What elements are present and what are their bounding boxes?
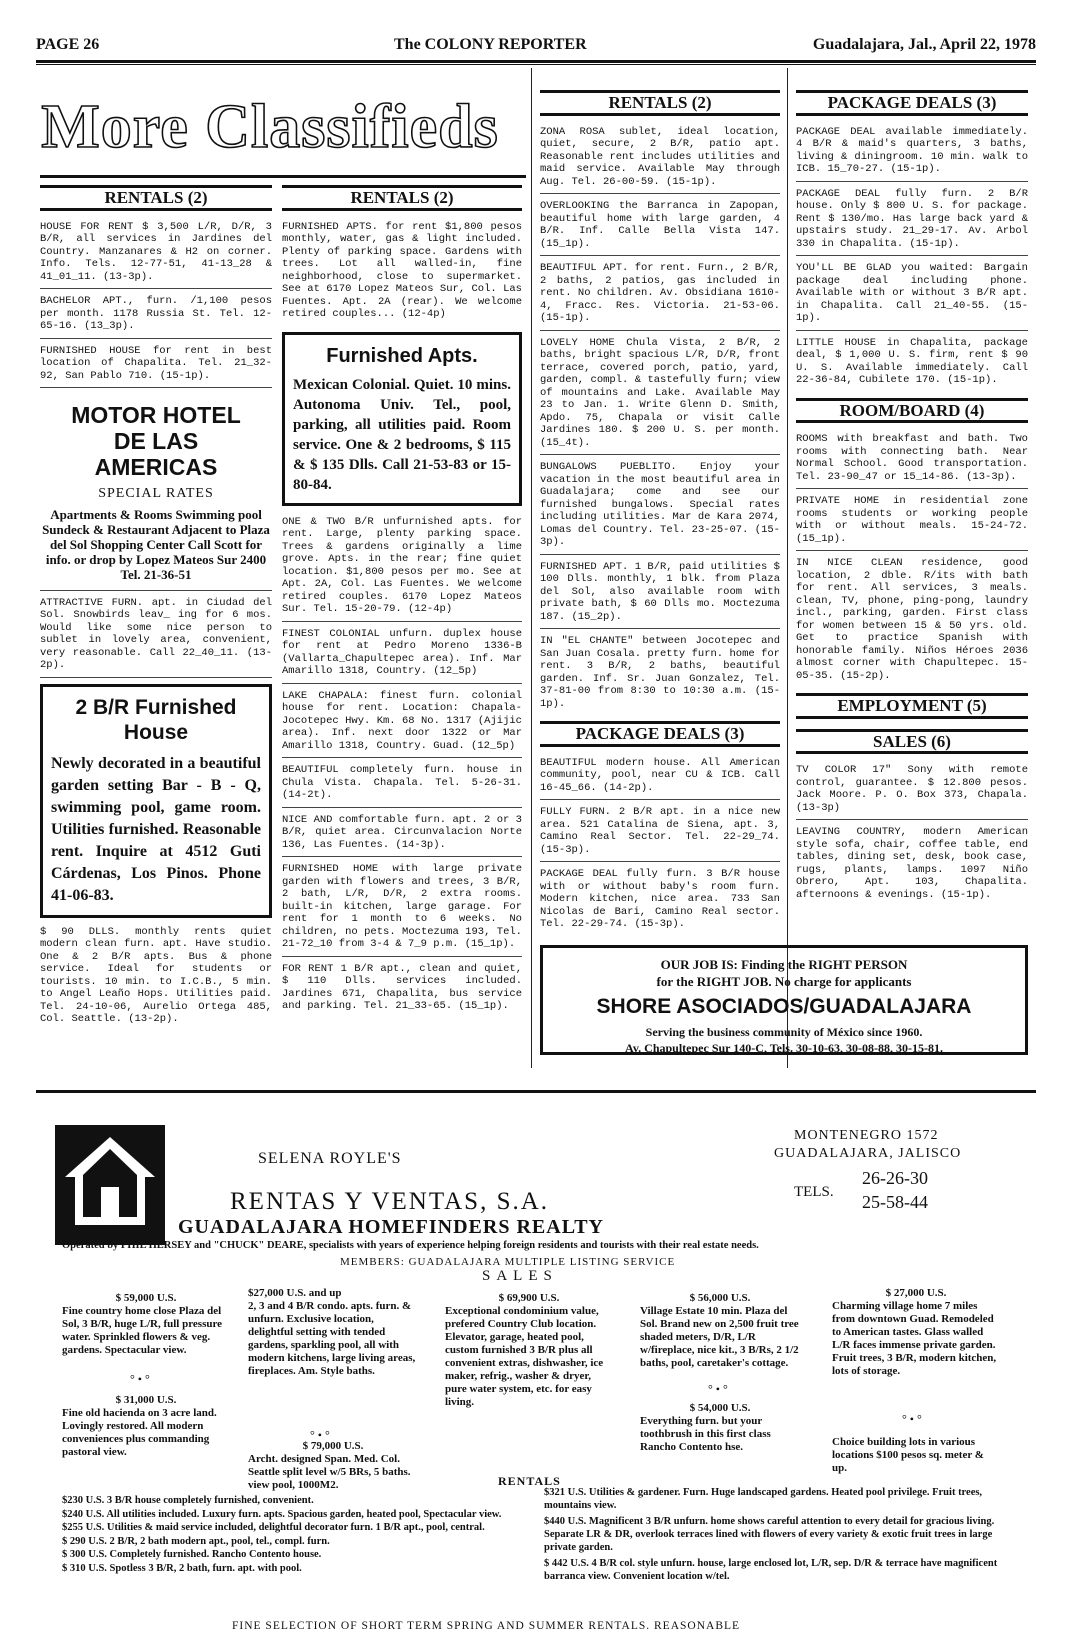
classified-ad: LAKE CHAPALA: finest furn. colonial house for rent. Location: Chapala-Jocotepec Hwy. Km. 68 No. 1317 (Ajijic area). Inf. next door 1322 or Mar Amarillo 1318, Country. Guad. (12_5p) [282, 690, 522, 759]
sale-listing [832, 1287, 1000, 1378]
sale-text: Archt. designed Span. Med. Col. Seattle split level w/5 BRs, 5 baths. view pool, 1000M2. [248, 1453, 411, 1491]
sale-price: $ 69,900 U.S. [498, 1292, 560, 1304]
box-body: Mexican Colonial. Quiet. 10 mins. Autonoma Univ. Tel., pool, parking, all utilities paid. Room service. One & 2 bedrooms, $ 115 & $ 135 Dlls. Call 21-53-83 or 15-80-84. [293, 376, 511, 493]
motor-hotel-line: MOTOR HOTEL [71, 402, 241, 428]
sale-price: $ 59,000 U.S. [115, 1292, 177, 1304]
classified-ad: BUNGALOWS PUEBLITO. Enjoy your vacation in the most beautiful area in Guadalajara; come and see our furnished bungalows. Special rates including utilities. Mar de Kara 2074, Lomas del Country. Tel. 23-25-07. (15-3p). [540, 461, 780, 555]
motor-hotel-body: Apartments & Rooms Swimming pool Sundeck & Restaurant Adjacent to Plaza del Sol Shopping Center Call Scott for info. or drop by Lopez Mateos Sur 2400 Tel. 21-36-51 [42, 506, 270, 582]
motor-hotel-ad [40, 394, 272, 591]
masthead-rule [40, 175, 526, 178]
rentals-left [62, 1494, 532, 1575]
classified-ad: FURNISHED APT. 1 B/R, paid utilities $ 100 Dlls. monthly, 1 blk. from Plaza del Sol, also available room with private bath, $ 60 Dlls mo. Moctezuma 187. (15_2p). [540, 561, 780, 630]
sale-text: Fine old hacienda on 3 acre land. Lovingly restored. All modern conveniences plus commanding pastoral view. [62, 1407, 217, 1458]
motor-hotel-line: DE LAS [113, 428, 199, 454]
classified-ad: ROOMS with breakfast and bath. Two rooms with connecting bath. Near Normal School. Good transportation. Tel. 23-90_47 or 15_14-86. (13-3p). [796, 433, 1028, 489]
section-heading: EMPLOYMENT (5) [796, 693, 1028, 719]
column-divider [787, 68, 788, 1068]
sale-price: $ 56,000 U.S. [689, 1292, 751, 1304]
classified-ad: PACKAGE DEAL fully furn. 2 B/R house. Only $ 800 U. S. for package. Rent $ 130/mo. Has large back yard & upstairs study. 21_29-17. Av. Arbol 330 in Chapalita. (15-1p). [796, 188, 1028, 257]
rental-listing: $ 300 U.S. Completely furnished. Rancho Contento house. [62, 1549, 322, 1560]
sale-text: Fine country home close Plaza del Sol, 3 B/R, huge L/R, full pressure water. Sprinkled flowers & veg. gardens. Spectacular view. [62, 1305, 223, 1356]
ornament: ° • ° [310, 1428, 330, 1442]
sale-listing [248, 1287, 418, 1378]
shore-name: SHORE ASOCIADOS/GUADALAJARA [596, 995, 972, 1018]
classified-ad: BACHELOR APT., furn. /1,100 pesos per month. 1178 Russia St. Tel. 12-65-16. (13_3p). [40, 295, 272, 339]
section-heading: RENTALS (2) [282, 185, 522, 211]
sale-price: $27,000 U.S. and up [248, 1287, 342, 1299]
page-header [36, 34, 1036, 60]
more-classifieds-title: More Classifieds [41, 93, 499, 161]
classified-ad: IN NICE CLEAN residence, good location, 2 dble. R/its with bath for rent. All services, 3 meals. clean, TV, phone, ping-pong, laundry incl., parking, garden. First class for women between 15 & 50 yrs. old. Get to practice Spanish with honorable family. Niños Héroes 2036 almost corner with Chapultepec. 15-05-35. (15-2p). [796, 557, 1028, 682]
phone-number: 26-26-30 [862, 1168, 928, 1188]
paper-name: The COLONY REPORTER [394, 36, 587, 53]
furnished-house-box [40, 684, 272, 918]
rentals-heading: RENTALS [498, 1474, 561, 1488]
rentals-right [544, 1486, 1009, 1583]
page-number: PAGE 26 [36, 36, 100, 53]
tels-label: TELS. [794, 1184, 834, 1200]
classified-ad: NICE AND comfortable furn. apt. 2 or 3 B/R, quiet area. Circunvalacion Norte 136, Las Fuentes. (14-3p). [282, 814, 522, 858]
sales-heading: SALES [482, 1268, 558, 1284]
special-rates: SPECIAL RATES [98, 486, 214, 501]
classified-ad: FURNISHED APTS. for rent $1,800 pesos monthly, water, gas & light included. Plenty of parking space. Gardens with trees. Lot all walled-in, fine neighborhood, close to supermarket. See at 6170 Lopez Mateos Sur, Col. Las Fuentes. Apt. 2A (rear). We welcome retired couples... (12-4p) [282, 220, 522, 320]
classified-ad: PACKAGE DEAL fully furn. 3 B/R house with or without baby's room furn. Modern kitchen, nice area. 733 San Nicolas de Bari, Camino Real sector. Tel. 22-29-74. (15-3p). [540, 868, 780, 930]
classified-ad: FURNISHED HOME with large private garden with flowers and trees, 3 B/R, 2 bath, L/R, D/R, 2 extra rooms. built-in kitchen, large garage. For rent for 1 month to 6 weeks. No children, no pets. Moctezuma 193, Tel. 21-72_10 from 3-4 & 7_9 p.m. (15_1p). [282, 863, 522, 957]
classified-ad: FOR RENT 1 B/R apt., clean and quiet, $ 110 Dlls. services included. Jardines 671, Chapalita, bus service and parking. Tel. 21_33-65. (15_1p). [282, 962, 522, 1012]
rental-listing: $240 U.S. All utilities included. Luxury furn. apts. Spacious garden, heated pool, Spectacular view. [62, 1508, 502, 1520]
column-2 [282, 185, 522, 1024]
ornament: ° • ° [708, 1382, 728, 1396]
shore-line: for the RIGHT JOB. No charge for applicants [656, 974, 912, 989]
motor-hotel-line: AMERICAS [94, 454, 218, 480]
classified-ad: $ 90 DLLS. monthly rents quiet modern clean furn. apt. Have studio. One & 2 B/R apts. Bus & phone service. Ideal for students or tourists. 10 min. to I.C.B., 5 min. to Angel Leaño Hops. Utilities paid. Tel. 24-10-06, Aurelio Ortega 485, Col. Seattle. (13-2p). [40, 925, 272, 1025]
address-line: MONTENEGRO 1572 [794, 1128, 939, 1143]
sale-listing [62, 1394, 230, 1459]
classified-ad: BEAUTIFUL completely furn. house in Chula Vista. Chapala. Tel. 5-26-31. (14-2t). [282, 764, 522, 808]
sale-listing [248, 1440, 418, 1492]
house-logo-icon [55, 1125, 165, 1245]
sale-text: Exceptional condominium value, prefered Country Club location. Elevator, garage, heated pool, custom furnished 3 B/R plus all convenient extras, dishwasher, ice maker, refrig., washer & dryer, pure water system, etc. for easy living. [445, 1305, 604, 1408]
column-4 [796, 90, 1028, 912]
sale-text: Charming village home 7 miles from downtown Guad. Remodeled to American tastes. Glass walled L/R faces immense private garden. Fruit trees, 3 B/R, modern kitchen, lots of storage. [832, 1300, 997, 1377]
classified-ad: LOVELY HOME Chula Vista, 2 B/R, 2 baths, bright spacious L/R, D/R, front terrace, covered porch, patio, yard, garden, compl. & tastefully furn; view of mountains and Lake. Available May 23 to Jan. 1. Write Glenn D. Smith, Apdo. 75, Chapala or visit Calle Jardines 180. $ 200 U. S. per month. (15_4t). [540, 337, 780, 456]
box-title: Furnished Apts. [326, 344, 478, 367]
sale-listing [62, 1292, 230, 1357]
shore-line: Av. Chapultepec Sur 140-C, Tels. 30-10-63, 30-08-88, 30-15-81. [625, 1041, 943, 1055]
address-line: GUADALAJARA, JALISCO [774, 1146, 962, 1161]
sale-listing [832, 1436, 1000, 1475]
rental-listing: $321 U.S. Utilities & gardener. Furn. Huge landscaped gardens. Heated pool privilege. Fruit trees, mountains view. [544, 1487, 983, 1511]
rental-listing: $230 U.S. 3 B/R house completely furnished, convenient. [62, 1495, 314, 1506]
classified-ad: IN "EL CHANTE" between Jocotepec and San Juan Cosala. pretty furn. home for rent. 3 B/R, 2 baths, beautiful garden. Inf. Sr. Juan Gonzalez, Tel. 37-81-00 from 8:30 to 10:30 a.m. (15-1p). [540, 635, 780, 710]
header-rule-thin [36, 64, 1036, 65]
section-heading: ROOM/BOARD (4) [796, 398, 1028, 424]
section-heading: RENTALS (2) [40, 185, 272, 211]
rental-listing: $ 310 U.S. Spotless 3 B/R, 2 bath, furn. apt. with pool. [62, 1562, 302, 1574]
homefinders-realty: GUADALAJARA HOMEFINDERS REALTY [178, 1216, 604, 1238]
shore-asociados-ad [540, 945, 1028, 1055]
rentas-y-ventas: RENTAS Y VENTAS, S.A. [230, 1188, 550, 1215]
selena-royle-name: SELENA ROYLE'S [258, 1150, 402, 1167]
classified-ad: YOU'LL BE GLAD you waited: Bargain package deal including phone. Available with or without 3 B/R apt. in Chapalita. Call 21_40-55. (15-1p). [796, 262, 1028, 331]
sale-text: Village Estate 10 min. Plaza del Sol. Brand new on 2,500 fruit tree shaded meters, D/R, L/R w/fireplace, nice kit., 3 B/Rs, 2 1/2 baths, pool, caretaker's cottage. [640, 1305, 799, 1369]
classified-ad: BEAUTIFUL modern house. All American community, pool, near CU & ICB. Call 16-45_66. (14-2p). [540, 757, 780, 801]
classified-ad: PRIVATE HOME in residential zone rooms students or working people with or without meals. 15-24-72. (15_1p). [796, 495, 1028, 551]
operated-by: Operated by PHIL HERSEY and "CHUCK" DEARE, specialists with years of experience helping foreign residents and tourists with their real estate needs. [62, 1240, 759, 1251]
classified-ad: PACKAGE DEAL available immediately. 4 B/R & maid's quarters, 3 baths, living & diningroom. 10 min. walk to ICB. 15_70-27. (15-1p). [796, 126, 1028, 182]
sale-price: $ 31,000 U.S. [115, 1394, 177, 1406]
column-1 [40, 185, 272, 1037]
footer-line: FINE SELECTION OF SHORT TERM SPRING AND SUMMER RENTALS. REASONABLE [232, 1620, 741, 1632]
sale-text: Everything furn. but your toothbrush in this first class Rancho Contento hse. [640, 1415, 771, 1453]
sale-text: 2, 3 and 4 B/R condo. apts. furn. & unfurn. Exclusive location, delightful setting with tended gardens, sparkling pool, all with modern kitchens, large living areas, fireplaces. Am. Style baths. [248, 1300, 416, 1377]
classified-ad: HOUSE FOR RENT $ 3,500 L/R, D/R, 3 B/R, all services in Jardines del Country. Manzanares & H2 on corner. Info. Tels. 12-77-51, 41-13_28 & 41_01_11. (13-3p). [40, 221, 272, 290]
rental-listing: $ 442 U.S. 4 B/R col. style unfurn. house, large enclosed lot, L/R, sep. D/R & terrace have magnificent barranca view. Convenient location w/tel. [544, 1558, 998, 1582]
classified-ad: ONE & TWO B/R unfurnished apts. for rent. Large, plenty parking space. Trees & gardens originally a lime grove. Apts. in the rear; fine quiet location. $1,800 pesos per mo. See at Apt. 2A, Col. Las Fuentes. We welcome retired couples. 6170 Lopez Mateos Sur. Tel. 15-20-79. (12-4p) [282, 516, 522, 622]
classified-ad: OVERLOOKING the Barranca in Zapopan, beautiful home with large garden, 4 B/R. Inf. Calle Bella Vista 147. (15_1p). [540, 200, 780, 256]
sale-price: $ 27,000 U.S. [885, 1287, 947, 1299]
members-line: MEMBERS: GUADALAJARA MULTIPLE LISTING SERVICE [340, 1256, 676, 1268]
section-heading: SALES (6) [796, 729, 1028, 755]
classified-ad: LEAVING COUNTRY, modern American style sofa, chair, coffee table, end tables, dining set, desk, book case, rugs, plants, lamps. 1097 Niño Obrero, Apt. 103, Chapalita. afternoons & evenings. (15-1p). [796, 826, 1028, 901]
classified-ad: ZONA ROSA sublet, ideal location, quiet, secure, 2 B/R, patio apt. Reasonable rent includes utilities and maid service. Available May through Aug. Tel. 26-00-59. (15-1p). [540, 126, 780, 195]
classified-ad: FULLY FURN. 2 B/R apt. in a nice new area. 521 Catalina de Siena, apt. 3, Camino Real Sector. Tel. 22-29_74. (15-3p). [540, 806, 780, 862]
sale-listing [640, 1402, 800, 1454]
classified-ad: BEAUTIFUL APT. for rent. Furn., 2 B/R, 2 baths, 2 patios, gas included in rent. No children. Av. Obsidiana 1610-4, Fracc. Res. Victoria. 21-53-06. (15-1p). [540, 262, 780, 331]
sale-price: $ 54,000 U.S. [689, 1402, 751, 1414]
dateline: Guadalajara, Jal., April 22, 1978 [812, 36, 1036, 53]
column-divider [531, 68, 532, 1068]
classified-ad: TV COLOR 17" Sony with remote control, guarantee. $ 12.800 pesos. Jack Moore. P. O. Box 373, Chapala. (13-3p) [796, 764, 1028, 820]
rental-listing: $440 U.S. Magnificent 3 B/R unfurn. home shows careful attention to every detail for gracious living. Separate LR & DR, overlook terraces lined with flowers of every variety & exotic fruit trees in large private garden. [544, 1516, 995, 1553]
header-rule [36, 60, 1036, 63]
classified-ad: FURNISHED HOUSE for rent in best location of Chapalita. Tel. 21_32-92, San Pablo 710. (15-1p). [40, 345, 272, 389]
section-heading: RENTALS (2) [540, 90, 780, 116]
sale-listing [640, 1292, 800, 1370]
sale-price: $ 79,000 U.S. [302, 1440, 364, 1452]
phone-number: 25-58-44 [862, 1192, 928, 1212]
classified-ad: LITTLE HOUSE in Chapalita, package deal, $ 1,000 U. S. firm, rent $ 90 U. S. Available immediately. Call 22-36-84, Cubilete 170. (15-1p). [796, 336, 1028, 386]
sale-text: Choice building lots in various locations $100 pesos sq. meter & up. [832, 1436, 984, 1474]
shore-line: Serving the business community of México since 1960. [645, 1025, 923, 1039]
furnished-apts-box [282, 332, 522, 506]
box-body: Newly decorated in a beautiful garden setting Bar - B - Q, swimming pool, game room. Utilities furnished. Reasonable rent. Inquire at 4512 Guti Cárdenas, Los Pinos. Phone 41-06-83. [51, 754, 261, 904]
classified-ad: FINEST COLONIAL unfurn. duplex house for rent at Pedro Moreno 1336-B (Vallarta_Chapultepec area). Inf. Mar Amarillo 1318, Country. (12_5p) [282, 628, 522, 684]
section-heading: PACKAGE DEALS (3) [796, 90, 1028, 116]
rental-listing: $255 U.S. Utilities & maid service included, delightful decorator furn. 1 B/R apt., pool, central. [62, 1522, 485, 1533]
classified-ad: ATTRACTIVE FURN. apt. in Ciudad del Sol. Snowbirds leav_ ing for 6 mos. Would like some nice person to sublet in lovely area, convenient, very reasonable. Call 22_40_11. (13-2p). [40, 597, 272, 678]
section-heading: PACKAGE DEALS (3) [540, 721, 780, 747]
section-rule [36, 1090, 1036, 1093]
box-title: 2 B/R Furnished House [75, 695, 237, 744]
ornament: ° • ° [902, 1412, 922, 1426]
shore-line: OUR JOB IS: Finding the RIGHT PERSON [660, 957, 908, 972]
rental-listing: $ 290 U.S. 2 B/R, 2 bath modern apt., pool, tel., compl. furn. [62, 1535, 330, 1547]
sale-listing [445, 1292, 613, 1409]
column-3 [540, 90, 780, 942]
ornament: ° • ° [130, 1372, 150, 1386]
